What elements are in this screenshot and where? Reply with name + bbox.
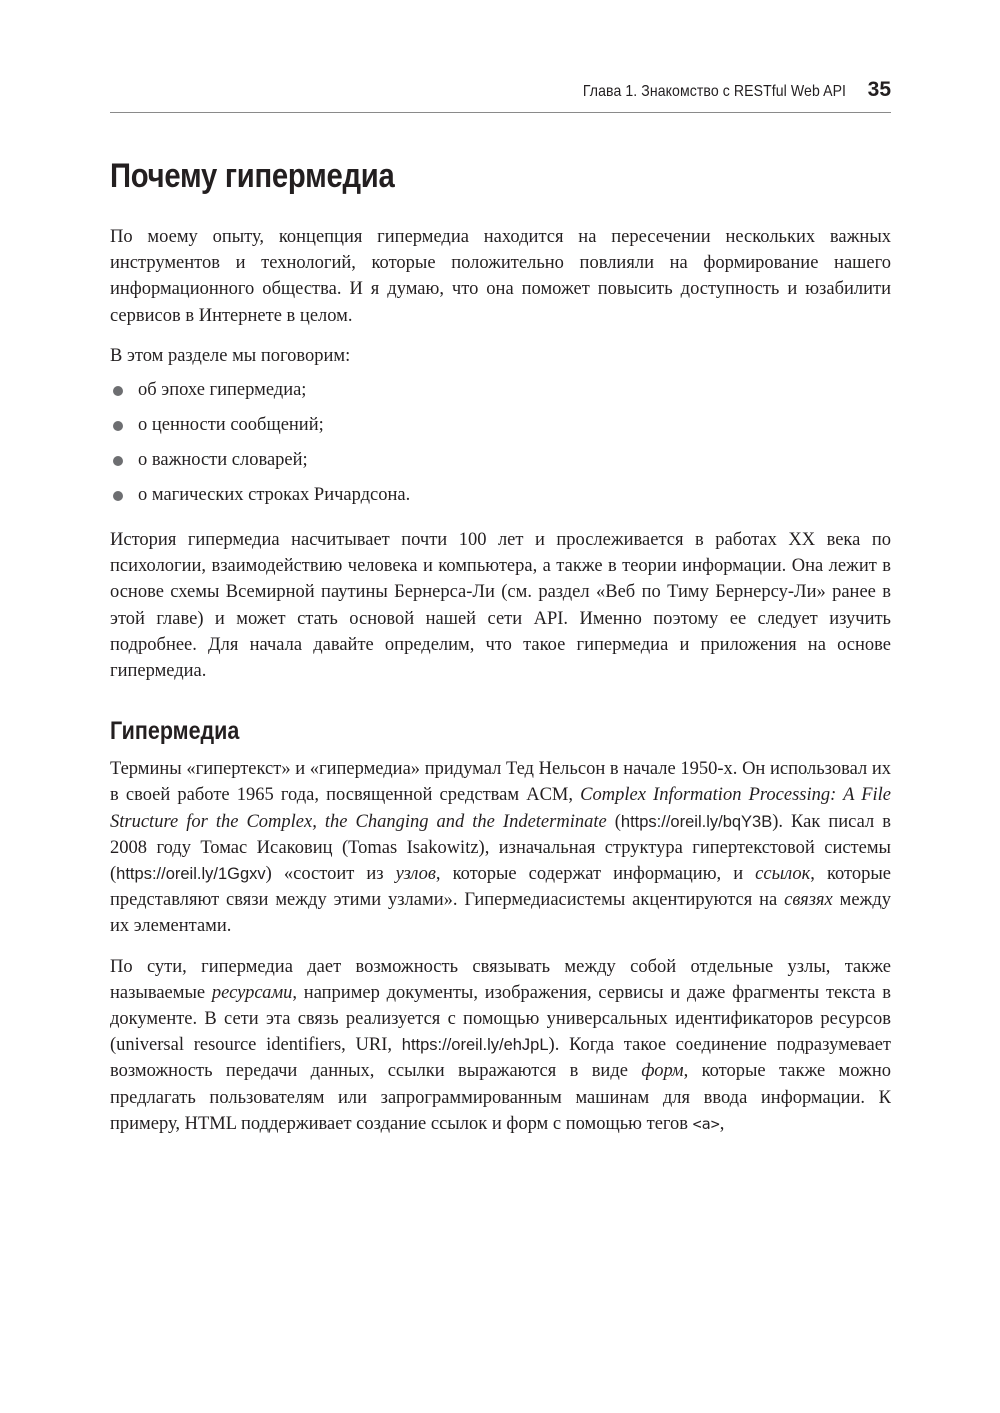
emphasis-forms: форм xyxy=(641,1061,684,1082)
page-content xyxy=(110,150,891,1137)
list-item xyxy=(110,478,891,513)
url-link[interactable]: https://oreil.ly/ehJpL xyxy=(401,1036,549,1055)
code-tag: <a> xyxy=(692,1114,720,1133)
running-head xyxy=(110,78,891,108)
text-run: ). Как писал в 2008 году Томас Исаковиц (Tomas Isakowitz), изначальная структура гипертекстовой системы ( xyxy=(110,811,891,885)
url-link[interactable]: https://oreil.ly/1Ggxv xyxy=(116,865,266,884)
list-item xyxy=(110,408,891,443)
section-paragraph-2: История гипермедиа насчитывает почти 100 лет и прослеживается в работах XX века по психологии, взаимодействию человека и компьютера, а также в теории информации. Она лежит в основе схемы Всемирной паутины Бернерса-Ли (см. раздел «Веб по Тиму Бернерсу-Ли» ранее в этой главе) и может стать основой нашей сети API. Именно поэтому ее следует изучить подробнее. Для начала давайте определим, что такое гипермедиа и приложения на основе гипермедиа. xyxy=(110,530,891,682)
bullet-icon xyxy=(113,421,123,431)
text-run: ( xyxy=(606,811,621,832)
text-run: между их элементами. xyxy=(110,890,891,937)
list-item xyxy=(110,443,891,478)
bullet-icon xyxy=(113,456,123,466)
emphasis-nodes: узлов xyxy=(395,864,436,885)
work-title: Complex Information Processing: A File Structure for the Complex, the Changing and the Indeterminate xyxy=(110,785,891,832)
text-run: , которые содержат информацию, и xyxy=(435,864,756,885)
list-item-text: о ценности сообщений; xyxy=(138,415,324,436)
bullet-icon xyxy=(113,386,123,396)
text-run: По сути, гипермедиа дает возможность связывать между собой отдельные узлы, также называемые xyxy=(110,956,891,1003)
list-intro: В этом разделе мы поговорим: xyxy=(110,345,351,366)
subsection-paragraph-1 xyxy=(110,756,891,939)
text-run: , которые представляют связи между этими узлами». Гипермедиасистемы акцентируются на xyxy=(110,864,891,911)
page-number: 35 xyxy=(867,78,891,101)
subsection-title: Гипермедиа xyxy=(110,717,240,746)
text-run: ). Когда такое соединение подразумевает возможность передачи данных, ссылки выражаются в виде xyxy=(110,1035,891,1082)
list-item-text: о важности словарей; xyxy=(138,450,308,471)
emphasis-links: ссылок xyxy=(755,864,811,885)
list-item xyxy=(110,373,891,408)
emphasis-resources: ресурсами xyxy=(211,982,293,1003)
text-run: Термины «гипертекст» и «гипермедиа» придумал Тед Нельсон в начале 1950-х. Он использовал их в своей работе 1965 года, посвященной средствам ACM, xyxy=(110,759,891,806)
bullet-icon xyxy=(113,491,123,501)
section-title: Почему гипермедиа xyxy=(110,157,395,195)
running-title: Глава 1. Знакомство с RESTful Web API xyxy=(582,83,846,100)
url-link[interactable]: https://oreil.ly/bqY3B xyxy=(620,812,773,831)
text-run: , xyxy=(719,1113,725,1134)
bullet-list xyxy=(110,373,891,513)
text-run: ) «состоит из xyxy=(265,864,396,885)
list-item-text: об эпохе гипермедиа; xyxy=(138,380,307,401)
text-run: , например документы, изображения, сервисы и даже фрагменты текста в документе. В сети эта связь реализуется с помощью универсальных идентификаторов ресурсов (universal resource identifiers, URI, xyxy=(110,982,891,1056)
list-item-text: о магических строках Ричардсона. xyxy=(138,485,411,506)
text-run: , которые также можно предлагать пользователям или запрограммированным машинам для ввода информации. К примеру, HTML поддерживает создание ссылок и форм с помощью тегов xyxy=(110,1061,891,1134)
section-paragraph-1: По моему опыту, концепция гипермедиа находится на пересечении нескольких важных инструментов и технологий, которые положительно повлияли на формирование нашего информационного общества. И я думаю, что она поможет повысить доступность и юзабилити сервисов в Интернете в целом. xyxy=(110,227,891,326)
header-rule xyxy=(110,112,891,113)
subsection-paragraph-2 xyxy=(110,954,891,1137)
emphasis-connections: связях xyxy=(784,890,833,911)
